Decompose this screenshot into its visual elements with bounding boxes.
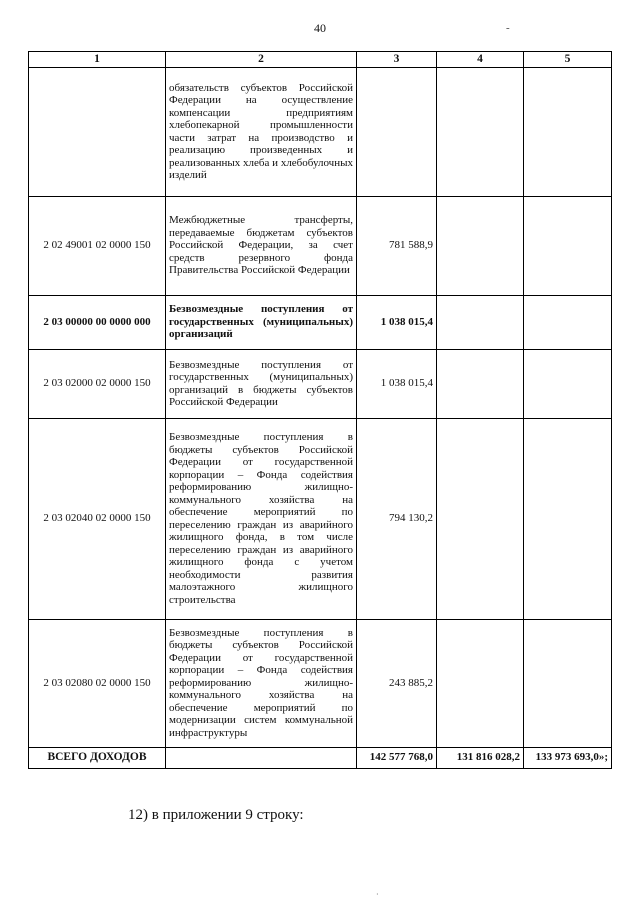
- row-value-col5: [524, 67, 612, 196]
- corner-mark: -: [506, 22, 510, 34]
- row-code: 2 03 00000 00 0000 000: [29, 295, 166, 349]
- row-value-col4: [437, 418, 524, 619]
- table-row: [29, 349, 612, 418]
- row-description: Безвозмездные поступления от государственных (муниципальных) организаций: [166, 295, 357, 349]
- row-value-col3: 1 038 015,4: [357, 295, 437, 349]
- table-row: [29, 418, 612, 619]
- row-value-col3: 794 130,2: [357, 418, 437, 619]
- row-value-col3: [357, 67, 437, 196]
- row-value-col5: [524, 295, 612, 349]
- row-value-col5: [524, 196, 612, 295]
- row-value-col4: [437, 196, 524, 295]
- row-value-col4: [437, 67, 524, 196]
- total-value-col5: 133 973 693,0»;: [524, 747, 612, 768]
- page-number: 40: [314, 21, 326, 35]
- amendment-text: 12) в приложении 9 строку:: [128, 807, 304, 823]
- total-description: [166, 747, 357, 768]
- revenue-table: [28, 51, 612, 769]
- row-code: 2 03 02040 02 0000 150: [29, 418, 166, 619]
- table-row: [29, 295, 612, 349]
- row-description: Безвозмездные поступления в бюджеты субъектов Российской Федерации от государственной корпорации – Фонда содействия реформированию жилищно-коммунального хозяйства на обеспечение мероприятий по модернизации систем коммунальной инфраструктуры: [166, 619, 357, 747]
- row-description: Межбюджетные трансферты, передаваемые бюджетам субъектов Российской Федерации, за счет средств резервного фонда Правительства Российской Федерации: [166, 196, 357, 295]
- row-value-col3: 1 038 015,4: [357, 349, 437, 418]
- header-cell-5: 5: [524, 52, 612, 68]
- table-row: [29, 619, 612, 747]
- header-cell-1: 1: [29, 52, 166, 68]
- row-value-col3: 781 588,9: [357, 196, 437, 295]
- table-row: [29, 196, 612, 295]
- total-value-col3: 142 577 768,0: [357, 747, 437, 768]
- scan-speck: ·: [376, 890, 379, 899]
- header-cell-3: 3: [357, 52, 437, 68]
- row-value-col5: [524, 418, 612, 619]
- row-code: 2 03 02000 02 0000 150: [29, 349, 166, 418]
- row-code: 2 02 49001 02 0000 150: [29, 196, 166, 295]
- total-label: ВСЕГО ДОХОДОВ: [29, 747, 166, 768]
- row-value-col5: [524, 619, 612, 747]
- row-value-col3: 243 885,2: [357, 619, 437, 747]
- row-value-col5: [524, 349, 612, 418]
- total-row: [29, 747, 612, 768]
- row-code: [29, 67, 166, 196]
- row-code: 2 03 02080 02 0000 150: [29, 619, 166, 747]
- total-value-col4: 131 816 028,2: [437, 747, 524, 768]
- row-description: Безвозмездные поступления в бюджеты субъектов Российской Федерации от государственной корпорации – Фонда содействия реформированию жилищно-коммунального хозяйства на обеспечение мероприятий по переселению граждан из аварийного жилищного фонда, в том числе переселению граждан из аварийного жилищного фонда с учетом необходимости развития малоэтажного жилищного строительства: [166, 418, 357, 619]
- row-description: Безвозмездные поступления от государственных (муниципальных) организаций в бюджеты субъектов Российской Федерации: [166, 349, 357, 418]
- header-cell-4: 4: [437, 52, 524, 68]
- table-row: [29, 67, 612, 196]
- row-value-col4: [437, 619, 524, 747]
- row-value-col4: [437, 295, 524, 349]
- row-description: обязательств субъектов Российской Федерации на осуществление компенсации предприятиям хлебопекарной промышленности части затрат на производство и реализацию произведенных и реализованных хлеба и хлебобулочных изделий: [166, 67, 357, 196]
- table-header-row: [29, 52, 612, 68]
- row-value-col4: [437, 349, 524, 418]
- header-cell-2: 2: [166, 52, 357, 68]
